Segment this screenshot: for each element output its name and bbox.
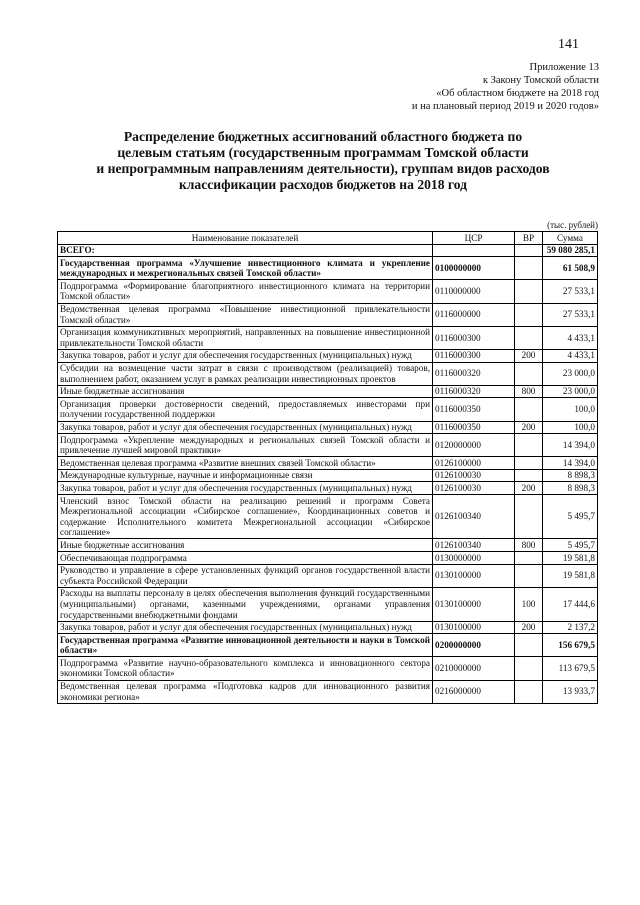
cell-sum: 14 394,0 <box>543 457 598 470</box>
cell-csr: 0210000000 <box>433 657 515 680</box>
cell-csr: 0130100000 <box>433 587 515 621</box>
cell-sum: 156 679,5 <box>543 634 598 657</box>
table-row <box>58 482 598 495</box>
cell-sum: 13 933,7 <box>543 680 598 703</box>
appendix-header <box>299 61 599 113</box>
cell-sum: 59 080 285,1 <box>543 244 598 257</box>
table-row <box>58 244 598 257</box>
appendix-line: и на плановый период 2019 и 2020 годов» <box>411 101 599 112</box>
table-row <box>58 587 598 621</box>
cell-csr: 0116000320 <box>433 385 515 398</box>
table-row <box>58 280 598 303</box>
cell-vr: 100 <box>515 587 543 621</box>
cell-csr: 0126100340 <box>433 539 515 552</box>
cell-name: ВСЕГО: <box>58 244 433 257</box>
units-note: (тыс. рублей) <box>547 220 598 230</box>
title-line: классификации расходов бюджетов на 2018 год <box>178 177 468 192</box>
cell-name: Ведомственная целевая программа «Повышение инвестиционной привлекательности Томской области» <box>58 303 433 326</box>
cell-vr: 200 <box>515 482 543 495</box>
appendix-line: к Закону Томской области <box>482 75 599 86</box>
cell-csr: 0116000300 <box>433 349 515 362</box>
cell-vr: 200 <box>515 421 543 434</box>
title-line: и непрограммным направлениям деятельности), группам видов расходов <box>96 161 550 176</box>
cell-name: Международные культурные, научные и информационные связи <box>58 469 433 482</box>
table-row <box>58 385 598 398</box>
table-row <box>58 303 598 326</box>
cell-sum: 5 495,7 <box>543 539 598 552</box>
cell-name: Ведомственная целевая программа «Развитие внешних связей Томской области» <box>58 457 433 470</box>
cell-vr <box>515 280 543 303</box>
cell-sum: 23 000,0 <box>543 385 598 398</box>
table-row <box>58 257 598 280</box>
cell-vr <box>515 552 543 565</box>
header-name: Наименование показателей <box>58 232 433 245</box>
title-line: Распределение бюджетных ассигнований областного бюджета по <box>123 129 523 144</box>
cell-sum: 100,0 <box>543 398 598 421</box>
cell-sum: 4 433,1 <box>543 349 598 362</box>
table-row <box>58 552 598 565</box>
table-row <box>58 362 598 385</box>
cell-sum: 19 581,8 <box>543 552 598 565</box>
document-title <box>62 129 584 193</box>
cell-sum: 19 581,8 <box>543 564 598 587</box>
cell-name: Закупка товаров, работ и услуг для обеспечения государственных (муниципальных) нужд <box>58 421 433 434</box>
cell-sum: 8 898,3 <box>543 482 598 495</box>
cell-csr: 0200000000 <box>433 634 515 657</box>
cell-name: Иные бюджетные ассигнования <box>58 539 433 552</box>
cell-sum: 2 137,2 <box>543 621 598 634</box>
cell-name: Обеспечивающая подпрограмма <box>58 552 433 565</box>
cell-sum: 14 394,0 <box>543 434 598 457</box>
table-row <box>58 421 598 434</box>
table-row <box>58 539 598 552</box>
cell-vr <box>515 457 543 470</box>
cell-name: Субсидии на возмещение части затрат в связи с производством (реализацией) товаров, выполнением работ, оказанием услуг в рамках реализации инвестиционных проектов <box>58 362 433 385</box>
cell-sum: 5 495,7 <box>543 495 598 539</box>
table-row <box>58 398 598 421</box>
cell-csr: 0116000300 <box>433 326 515 349</box>
cell-vr <box>515 564 543 587</box>
page-number: 141 <box>558 37 579 52</box>
cell-csr: 0126100340 <box>433 495 515 539</box>
cell-csr: 0116000350 <box>433 421 515 434</box>
cell-vr <box>515 303 543 326</box>
header-sum: Сумма <box>543 232 598 245</box>
cell-vr: 800 <box>515 385 543 398</box>
cell-csr: 0126100030 <box>433 482 515 495</box>
table-row <box>58 657 598 680</box>
cell-name: Членский взнос Томской области на реализацию решений и программ Совета Межрегиональной ассоциации «Сибирское соглашение», Координационных советов и содержание Исполнительного комитета Межрегиональной ассоциации «Сибирское соглашение» <box>58 495 433 539</box>
cell-vr <box>515 469 543 482</box>
table-row <box>58 621 598 634</box>
cell-sum: 27 533,1 <box>543 280 598 303</box>
cell-sum: 27 533,1 <box>543 303 598 326</box>
cell-sum: 4 433,1 <box>543 326 598 349</box>
cell-name: Закупка товаров, работ и услуг для обеспечения государственных (муниципальных) нужд <box>58 349 433 362</box>
header-vr: ВР <box>515 232 543 245</box>
cell-name: Организация коммуникативных мероприятий, направленных на повышение инвестиционной привлекательности Томской области <box>58 326 433 349</box>
table-body <box>58 244 598 703</box>
table-row <box>58 680 598 703</box>
cell-csr <box>433 244 515 257</box>
cell-vr <box>515 657 543 680</box>
cell-csr: 0116000000 <box>433 303 515 326</box>
cell-sum: 23 000,0 <box>543 362 598 385</box>
table-header-row <box>58 232 598 245</box>
cell-csr: 0126100030 <box>433 469 515 482</box>
table-row <box>58 495 598 539</box>
cell-name: Государственная программа «Развитие инновационной деятельности и науки в Томской области» <box>58 634 433 657</box>
cell-vr <box>515 244 543 257</box>
cell-csr: 0130100000 <box>433 621 515 634</box>
cell-name: Иные бюджетные ассигнования <box>58 385 433 398</box>
cell-vr <box>515 495 543 539</box>
cell-sum: 17 444,6 <box>543 587 598 621</box>
cell-vr: 800 <box>515 539 543 552</box>
cell-sum: 100,0 <box>543 421 598 434</box>
cell-name: Руководство и управление в сфере установленных функций органов государственной власти субъекта Российской Федерации <box>58 564 433 587</box>
cell-name: Закупка товаров, работ и услуг для обеспечения государственных (муниципальных) нужд <box>58 482 433 495</box>
table-row <box>58 564 598 587</box>
cell-vr <box>515 362 543 385</box>
cell-vr <box>515 398 543 421</box>
cell-name: Ведомственная целевая программа «Подготовка кадров для инновационного развития экономики региона» <box>58 680 433 703</box>
cell-csr: 0120000000 <box>433 434 515 457</box>
cell-csr: 0116000350 <box>433 398 515 421</box>
cell-csr: 0130100000 <box>433 564 515 587</box>
cell-name: Подпрограмма «Развитие научно-образовательного комплекса и инновационного сектора экономики Томской области» <box>58 657 433 680</box>
cell-name: Закупка товаров, работ и услуг для обеспечения государственных (муниципальных) нужд <box>58 621 433 634</box>
table-row <box>58 326 598 349</box>
appendix-line: Приложение 13 <box>529 62 599 73</box>
cell-name: Расходы на выплаты персоналу в целях обеспечения выполнения функций государственными (муниципальными) органами, казенными учреждениями, органами управления государственными внебюджетными фондами <box>58 587 433 621</box>
cell-vr: 200 <box>515 349 543 362</box>
table-row <box>58 634 598 657</box>
cell-sum: 8 898,3 <box>543 469 598 482</box>
title-line: целевым статьям (государственным программам Томской области <box>117 145 529 160</box>
cell-name: Организация проверки достоверности сведений, предоставляемых инвесторами при получении государственной поддержки <box>58 398 433 421</box>
cell-csr: 0100000000 <box>433 257 515 280</box>
cell-sum: 113 679,5 <box>543 657 598 680</box>
table-row <box>58 349 598 362</box>
cell-vr <box>515 326 543 349</box>
cell-vr <box>515 634 543 657</box>
cell-csr: 0116000320 <box>433 362 515 385</box>
cell-csr: 0110000000 <box>433 280 515 303</box>
table-row <box>58 434 598 457</box>
cell-csr: 0130000000 <box>433 552 515 565</box>
cell-name: Подпрограмма «Укрепление международных и региональных связей Томской области и привлечение лучшей мировой практики» <box>58 434 433 457</box>
table-row <box>58 469 598 482</box>
budget-table <box>57 231 598 704</box>
cell-sum: 61 508,9 <box>543 257 598 280</box>
cell-csr: 0216000000 <box>433 680 515 703</box>
cell-vr <box>515 680 543 703</box>
appendix-line: «Об областном бюджете на 2018 год <box>436 88 599 99</box>
cell-csr: 0126100000 <box>433 457 515 470</box>
header-csr: ЦСР <box>433 232 515 245</box>
cell-vr: 200 <box>515 621 543 634</box>
table-row <box>58 457 598 470</box>
cell-vr <box>515 257 543 280</box>
cell-name: Подпрограмма «Формирование благоприятного инвестиционного климата на территории Томской области» <box>58 280 433 303</box>
cell-name: Государственная программа «Улучшение инвестиционного климата и укрепление международных и межрегиональных связей Томской области» <box>58 257 433 280</box>
cell-vr <box>515 434 543 457</box>
